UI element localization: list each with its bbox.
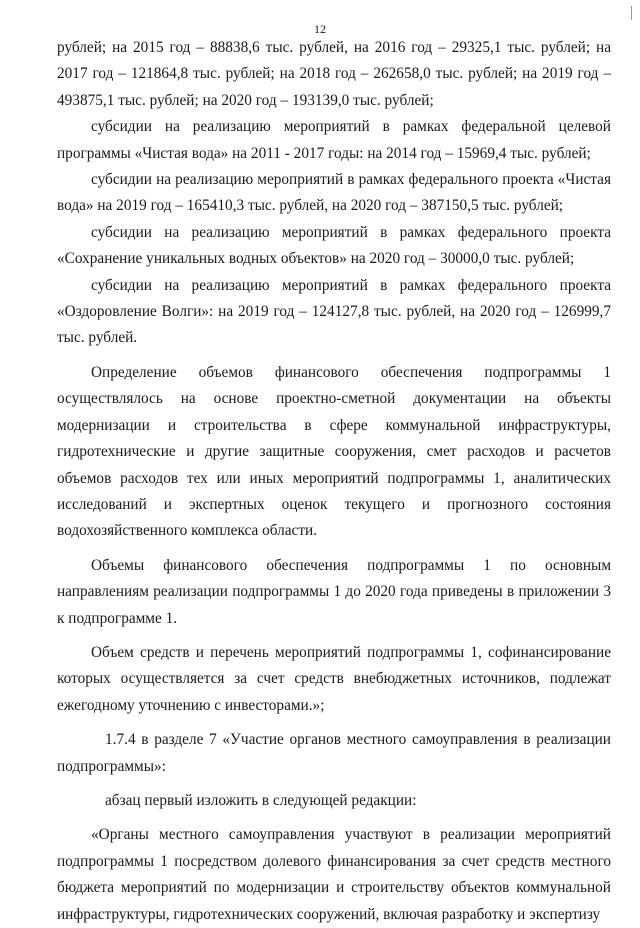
- paragraph-extrabudgetary: Объем средств и перечень мероприятий подпрограммы 1, софинансирование которых осуществляется за счет средств внебюджетных источников, подлежат ежегодному уточнению с инвесторами.»;: [57, 643, 611, 714]
- page-number: 12: [314, 22, 326, 36]
- paragraph-local-government: «Органы местного самоуправления участвуют в реализации мероприятий подпрограммы 1 посредством долевого финансирования за счет средств местного бюджета мероприятий по модернизации и строительству объектов коммунальной инфраструктуры, гидротехнических сооружений, включая разработку и экспертизу: [57, 826, 611, 923]
- paragraph-financing-determination: Определение объемов финансового обеспечения подпрограммы 1 осуществлялось на основе проектно-сметной документации на объекты модернизации и строительства в сфере коммунальной инфраструктуры, гидротехнические и другие защитные сооружения, смет расходов и расчетов объемов расходов тех или иных мероприятий подпрограммы 1, аналитических исследований и экспертных оценок текущего и прогнозного состояния водохозяйственного комплекса области.: [57, 363, 611, 540]
- document-body: [57, 35, 611, 928]
- paragraph-subsidy-clean-water-fcp: субсидии на реализацию мероприятий в рамках федеральной целевой программы «Чистая вода» на 2011 - 2017 годы: на 2014 год – 15969,4 тыс. рублей;: [57, 118, 611, 162]
- paragraph-financing-volumes: Объемы финансового обеспечения подпрограммы 1 по основным направлениям реализации подпрограммы 1 до 2020 года приведены в приложении 3 к подпрограмме 1.: [57, 556, 611, 627]
- paragraph-subsidy-clean-water-fp: субсидии на реализацию мероприятий в рамках федерального проекта «Чистая вода» на 2019 год – 165410,3 тыс. рублей, на 2020 год – 387150,5 тыс. рублей;: [57, 171, 611, 215]
- paragraph-section-7: 1.7.4 в разделе 7 «Участие органов местного самоуправления в реализации подпрограммы»:: [57, 731, 611, 775]
- paragraph-amendment-instruction: абзац первый изложить в следующей редакции:: [105, 791, 417, 809]
- paragraph-subsidy-volga: субсидии на реализацию мероприятий в рамках федерального проекта «Оздоровление Волги»: на 2019 год – 124127,8 тыс. рублей, на 2020 год – 126999,7 тыс. рублей.: [57, 276, 611, 347]
- paragraph-subsidy-water-objects: субсидии на реализацию мероприятий в рамках федерального проекта «Сохранение уникальных водных объектов» на 2020 год – 30000,0 тыс. рублей;: [57, 223, 611, 268]
- paragraph-subsidy-continuation: рублей; на 2015 год – 88838,6 тыс. рублей, на 2016 год – 29325,1 тыс. рублей; на 2017 год – 121864,8 тыс. рублей; на 2018 год – 262658,0 тыс. рублей; на 2019 год – 493875,1 тыс. рублей; на 2020 год – 193139,0 тыс. рублей;: [57, 39, 611, 109]
- scan-edge-mark: [623, 6, 632, 20]
